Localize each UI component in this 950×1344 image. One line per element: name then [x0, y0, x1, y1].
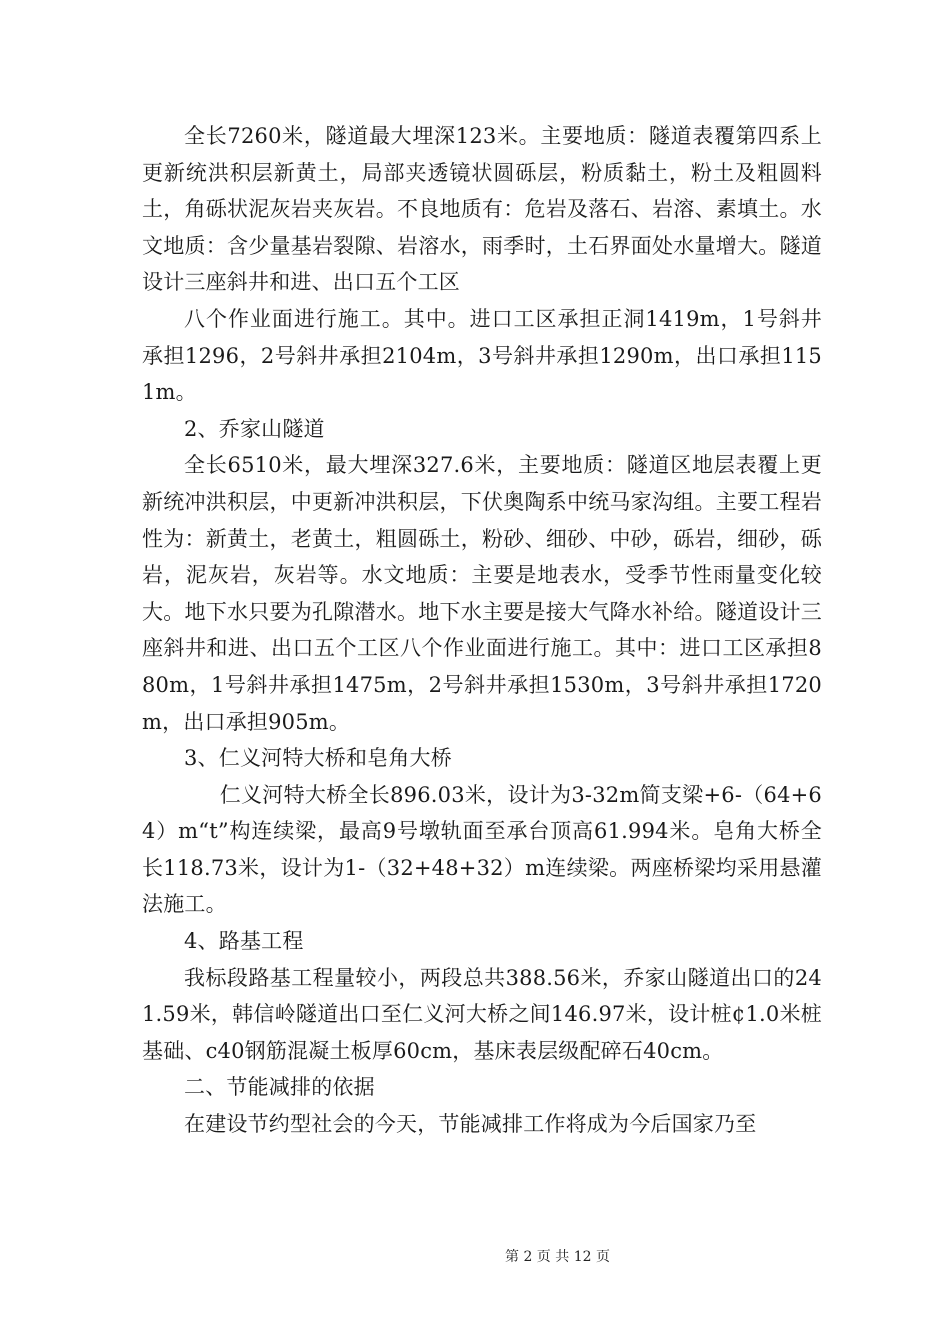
page-number: 第 2 页 共 12 页 — [505, 1249, 610, 1265]
heading-energy-saving-basis: 二、节能减排的依据 — [184, 1075, 375, 1100]
paragraph-hanxinling-geology: 全长7260米，隧道最大埋深123米。主要地质：隧道表覆第四系上更新统洪积层新黄土，局部夹透镜状圆砾层，粉质黏土，粉土及粗圆料土，角砾状泥灰岩夹灰岩。不良地质有：危岩及落石、岩溶、素填土。水文地质：含少量基岩裂隙、岩溶水，雨季时，土石界面处水量增大。隧道设计三座斜井和进、出口五个工区 — [142, 124, 822, 295]
paragraph-energy-saving: 在建设节约型社会的今天，节能减排工作将成为今后国家乃至 — [184, 1112, 757, 1137]
document-body — [142, 118, 822, 1143]
heading-qiaojiashan-tunnel: 2、乔家山隧道 — [184, 416, 325, 441]
paragraph-qiaojiashan-geology: 全长6510米，最大埋深327.6米，主要地质：隧道区地层表覆上更新统冲洪积层，中更新冲洪积层，下伏奥陶系中统马家沟组。主要工程岩性为：新黄土，老黄土，粗圆砾土，粉砂、细砂、中砂，砾岩，细砂，砾岩，泥灰岩，灰岩等。水文地质：主要是地表水，受季节性雨量变化较大。地下水只要为孔隙潜水。地下水主要是接大气降水补给。隧道设计三座斜井和进、出口五个工区八个作业面进行施工。其中：进口工区承担880m，1号斜井承担1475m，2号斜井承担1530m，3号斜井承担1720m，出口承担905m。 — [142, 453, 822, 734]
paragraph-bridges: 仁义河特大桥全长896.03米，设计为3-32m简支梁+6-（64+64）m“t”构连续梁，最高9号墩轨面至承台顶高61.994米。皂角大桥全长118.73米，设计为1-（32+48+32）m连续梁。两座桥梁均采用悬灌法施工。 — [142, 782, 822, 917]
page-footer — [0, 1246, 950, 1266]
paragraph-hanxinling-work-split: 八个作业面进行施工。其中。进口工区承担正洞1419m，1号斜井承担1296，2号斜井承担2104m，3号斜井承担1290m，出口承担1151m。 — [142, 306, 822, 405]
heading-subgrade: 4、路基工程 — [184, 929, 304, 954]
heading-bridges: 3、仁义河特大桥和皂角大桥 — [184, 746, 452, 771]
paragraph-subgrade: 我标段路基工程量较小，两段总共388.56米，乔家山隧道出口的241.59米，韩信岭隧道出口至仁义河大桥之间146.97米，设计桩¢1.0米桩基础、c40钢筋混凝土板厚60cm，基床表层级配碎石40cm。 — [142, 965, 822, 1063]
